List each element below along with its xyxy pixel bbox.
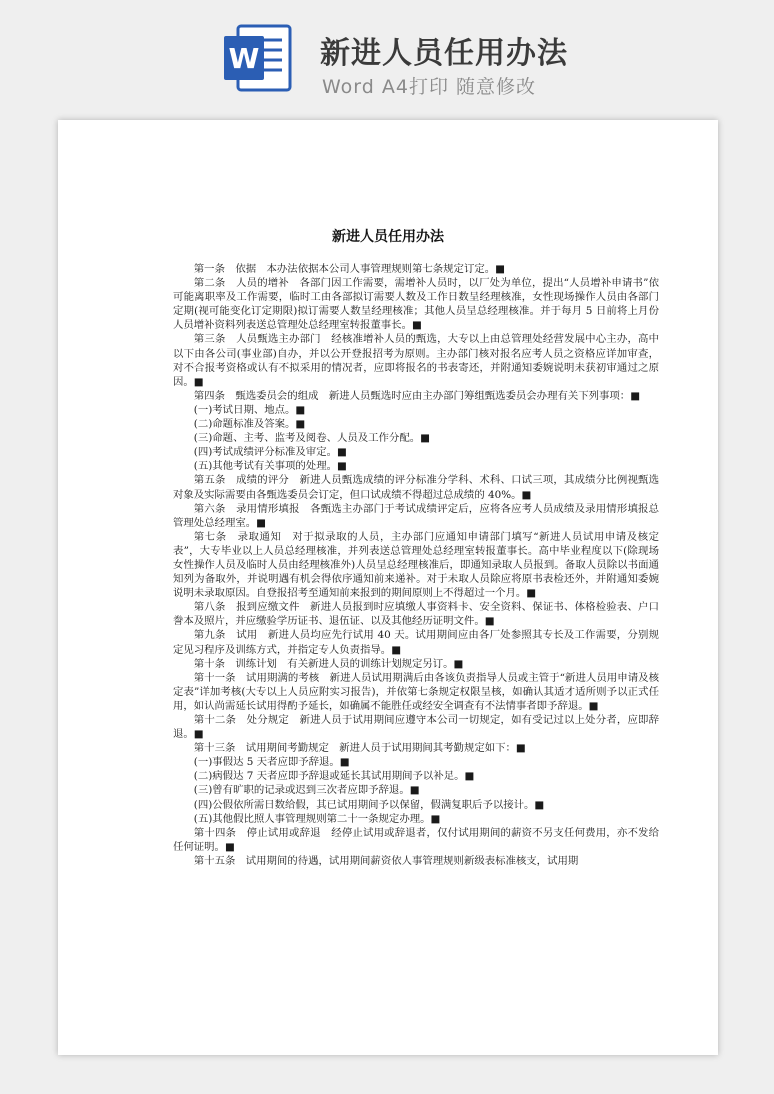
document-paragraph: (三)命题、主考、监考及阅卷、人员及工作分配。■ [193, 432, 430, 445]
document-paragraph: (二)命题标准及答案。■ [193, 418, 306, 431]
document-paragraph: (三)曾有旷职的记录或迟到三次者应即予辞退。■ [193, 784, 420, 797]
document-paragraph: 第一条 依据 本办法依据本公司人事管理规则第七条规定订定。■ [193, 263, 505, 275]
document-paragraph: 第四条 甄选委员会的组成 新进人员甄选时应由主办部门筹组甄选委员会办理有关下列事项：■ [193, 389, 641, 402]
document-paragraph: (一)考试日期、地点。■ [193, 403, 306, 416]
document-paragraph: 第八条 报到应缴文件 新进人员报到时应填缴人事资料卡、安全资料、保证书、体格检验表、户口誊本及照片，并应缴验学历证书、退伍证、以及其他经历证明文件。■ [173, 601, 659, 628]
word-document-icon [222, 22, 294, 94]
document-paragraph: (五)其他假比照人事管理规则第二十一条规定办理。■ [193, 812, 441, 825]
document-paragraph: 第五条 成绩的评分 新进人员甄选成绩的评分标准分学科、术科、口试三项，其成绩分比例视甄选对象及实际需要由各甄选委员会订定，但口试成绩不得超过总成绩的 40%。■ [173, 474, 659, 501]
word-icon-letter: W [228, 42, 260, 75]
document-body [173, 262, 659, 868]
document-paragraph: (二)病假达 7 天者应即予辞退或延长其试用期间予以补足。■ [193, 770, 475, 783]
header-banner [0, 0, 774, 118]
document-paragraph: (四)考试成绩评分标准及审定。■ [193, 446, 347, 459]
document-paragraph: 第七条 录取通知 对于拟录取的人员，主办部门应通知申请部门填写“新进人员试用申请及核定表”，大专毕业以上人员总经理核准，并列表送总管理处总经理室转报董事长。高中毕业程度以下(除现场女性操作人员及临时人员由经理核准外)人员呈总经理核准后，即通知录取人员报到。备取人员除以书面通知列为备取外，并说明遇有机会得依序通知前来递补。对于未取人员除应将原书表检还外，并附通知委婉说明未录取原因。自登报招考至通知前来报到的期间原则上不得超过一个月。■ [173, 530, 659, 600]
document-paragraph: 第十二条 处分规定 新进人员于试用期间应遵守本公司一切规定，如有受记过以上处分者，应即辞退。■ [173, 714, 659, 741]
document-paragraph: 第十四条 停止试用或辞退 经停止试用或辞退者，仅付试用期间的薪资不另支任何费用，亦不发给任何证明。■ [173, 826, 659, 853]
document-paragraph: 第三条 人员甄选主办部门 经核准增补人员的甄选，大专以上由总管理处经营发展中心主办，高中以下由各公司(事业部)自办，并以公开登报招考为原则。主办部门核对报名应考人员之资格应详加审查，对不合报考资格或认有不拟采用的情况者，应即将报名的书表寄还，并附通知委婉说明未获初审通过之原因。■ [173, 333, 659, 388]
banner-title: 新进人员任用办法 [320, 36, 568, 71]
document-page [58, 120, 718, 1055]
document-paragraph: (五)其他考试有关事项的处理。■ [193, 460, 347, 473]
document-paragraph: (一)事假达 5 天者应即予辞退。■ [193, 756, 350, 769]
document-heading: 新进人员任用办法 [332, 229, 444, 245]
document-paragraph: 第六条 录用情形填报 各甄选主办部门于考试成绩评定后，应将各应考人员成绩及录用情形填报总管理处总经理室。■ [173, 502, 659, 529]
document-paragraph: 第二条 人员的增补 各部门因工作需要，需增补人员时，以厂处为单位，提出“人员增补申请书”依可能离职率及工作需要，临时工由各部拟订需要人数及工作日数呈经理核准，女性现场操作人员由各部门定期(视可能变化订定期限)拟订需要人数呈经理核准；其他人员呈总经理核准。并于每月 5 日前将上月份人员增补资料列表送总管理处总经理室转报董事长。■ [173, 277, 659, 332]
document-paragraph: 第九条 试用 新进人员均应先行试用 40 天。试用期间应由各厂处参照其专长及工作需要，分别规定见习程序及训练方式，并指定专人负责指导。■ [173, 629, 659, 656]
document-paragraph: (四)公假依所需日数给假，其已试用期间予以保留，假满复职后予以接计。■ [193, 798, 545, 811]
document-paragraph: 第十一条 试用期满的考核 新进人员试用期满后由各该负责指导人员或主管于“新进人员用申请及核定表”详加考核(大专以上人员应附实习报告)，并依第七条规定权限呈核，如确认其适才适所则予以正式任用，如认尚需延长试用得酌予延长，如确属不能胜任或经安全调查有不法情事者即予辞退。■ [173, 671, 659, 712]
document-paragraph: 第十五条 试用期间的待遇，试用期间薪资依人事管理规则新级表标准核支，试用期 [193, 854, 579, 867]
document-paragraph: 第十条 训练计划 有关新进人员的训练计划规定另订。■ [193, 657, 464, 670]
banner-subtitle: Word A4打印 随意修改 [322, 76, 537, 98]
document-paragraph: 第十三条 试用期间考勤规定 新进人员于试用期间其考勤规定如下：■ [193, 742, 526, 755]
